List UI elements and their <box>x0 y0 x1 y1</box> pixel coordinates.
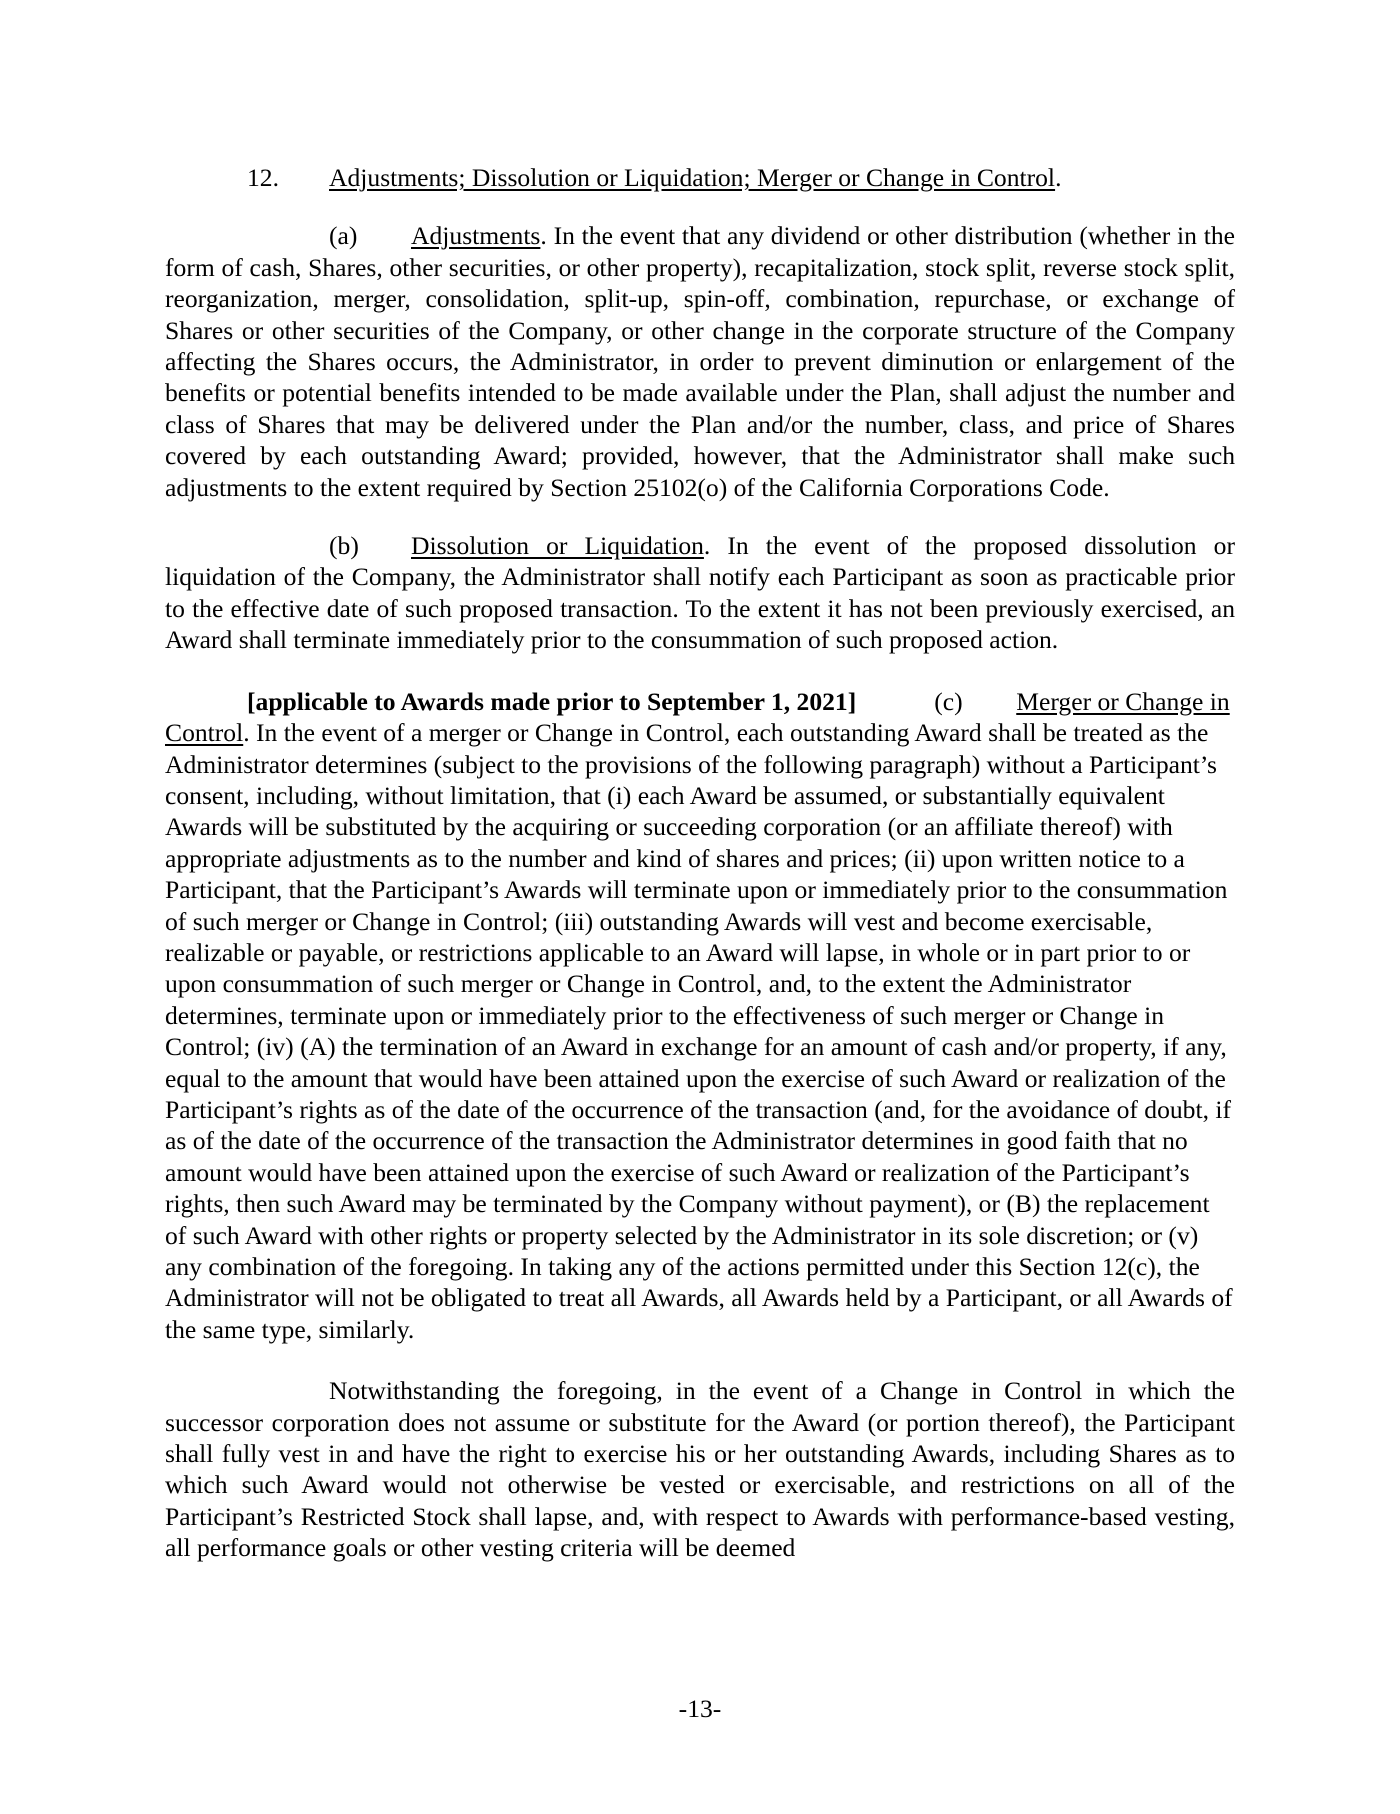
document-body <box>165 162 1235 1564</box>
paragraph-b <box>165 530 1235 656</box>
page-number: -13- <box>678 1694 722 1723</box>
section-title: Adjustments; Dissolution or Liquidation; Merger or Change in Control <box>329 163 1056 192</box>
section-title-period: . <box>1055 163 1062 192</box>
paragraph-b-heading-period: . <box>703 531 711 561</box>
paragraph-c-bracket-note: [applicable to Awards made prior to September 1, 2021] <box>247 686 857 716</box>
paragraph-notwithstanding-text: Notwithstanding the foregoing, in the event of a Change in Control in which the successor corporation does not assume or substitute for the Award (or portion thereof), the Participant shall fully vest in and have the right to exercise his or her outstanding Awards, including Shares as to which such Award would not otherwise be vested or exercisable, and restrictions on all of the Participant’s Restricted Stock shall lapse, and, with respect to Awards with performance-based vesting, all performance goals or other vesting criteria will be deemed <box>165 1376 1235 1563</box>
paragraph-b-label: (b) <box>329 531 359 561</box>
spacer <box>165 503 1235 530</box>
paragraph-a <box>165 220 1235 503</box>
paragraph-b-text: In the event of the proposed dissolution or liquidation of the Company, the Administrator shall notify each Participant as soon as practicable prior to the effective date of such proposed transaction. To the extent it has not been previously exercised, an Award shall terminate immediately prior to the consummation of such proposed action. <box>165 531 1235 655</box>
paragraph-a-heading-period: . <box>540 221 547 251</box>
section-number: 12. <box>247 163 279 192</box>
paragraph-c-heading-period: . <box>243 718 250 748</box>
paragraph-a-label: (a) <box>329 221 358 251</box>
spacer <box>165 1345 1235 1375</box>
paragraph-a-heading: Adjustments <box>411 221 541 251</box>
paragraph-b-heading: Dissolution or Liquidation <box>411 531 704 561</box>
paragraph-c-label: (c) <box>934 686 963 716</box>
paragraph-c <box>165 686 1235 1346</box>
paragraph-a-text: In the event that any dividend or other distribution (whether in the form of cash, Shares, other securities, or other property), recapitalization, stock split, reverse stock split, reorganization, merger, consolidation, split-up, spin-off, combination, repurchase, or exchange of Shares or other securities of the Company, or other change in the corporate structure of the Company affecting the Shares occurs, the Administrator, in order to prevent diminution or enlargement of the benefits or potential benefits intended to be made available under the Plan, shall adjust the number and class of Shares that may be delivered under the Plan and/or the number, class, and price of Shares covered by each outstanding Award; provided, however, that the Administrator shall make such adjustments to the extent required by Section 25102(o) of the California Corporations Code. <box>165 221 1235 502</box>
paragraph-c-heading: Merger or Change in Control <box>165 686 1230 748</box>
section-heading <box>165 162 1235 193</box>
spacer <box>165 656 1235 686</box>
paragraph-c-text: In the event of a merger or Change in Control, each outstanding Award shall be treated as the Administrator determines (subject to the provisions of the following paragraph) without a Participant’s consent, including, without limitation, that (i) each Award be assumed, or substantially equivalent Awards will be substituted by the acquiring or succeeding corporation (or an affiliate thereof) with appropriate adjustments as to the number and kind of shares and prices; (ii) upon written notice to a Participant, that the Participant’s Awards will terminate upon or immediately prior to the consummation of such merger or Change in Control; (iii) outstanding Awards will vest and become exercisable, realizable or payable, or restrictions applicable to an Award will lapse, in whole or in part prior to or upon consummation of such merger or Change in Control, and, to the extent the Administrator determines, terminate upon or immediately prior to the effectiveness of such merger or Change in Control; (iv) (A) the termination of an Award in exchange for an amount of cash and/or property, if any, equal to the amount that would have been attained upon the exercise of such Award or realization of the Participant’s rights as of the date of the occurrence of the transaction (and, for the avoidance of doubt, if as of the date of the occurrence of the transaction the Administrator determines in good faith that no amount would have been attained upon the exercise of such Award or realization of the Participant’s rights, then such Award may be terminated by the Company without payment), or (B) the replacement of such Award with other rights or property selected by the Administrator in its sole discretion; or (v) any combination of the foregoing. In taking any of the actions permitted under this Section 12(c), the Administrator will not be obligated to treat all Awards, all Awards held by a Participant, or all Awards of the same type, similarly. <box>165 718 1233 1344</box>
paragraph-notwithstanding <box>165 1375 1235 1563</box>
